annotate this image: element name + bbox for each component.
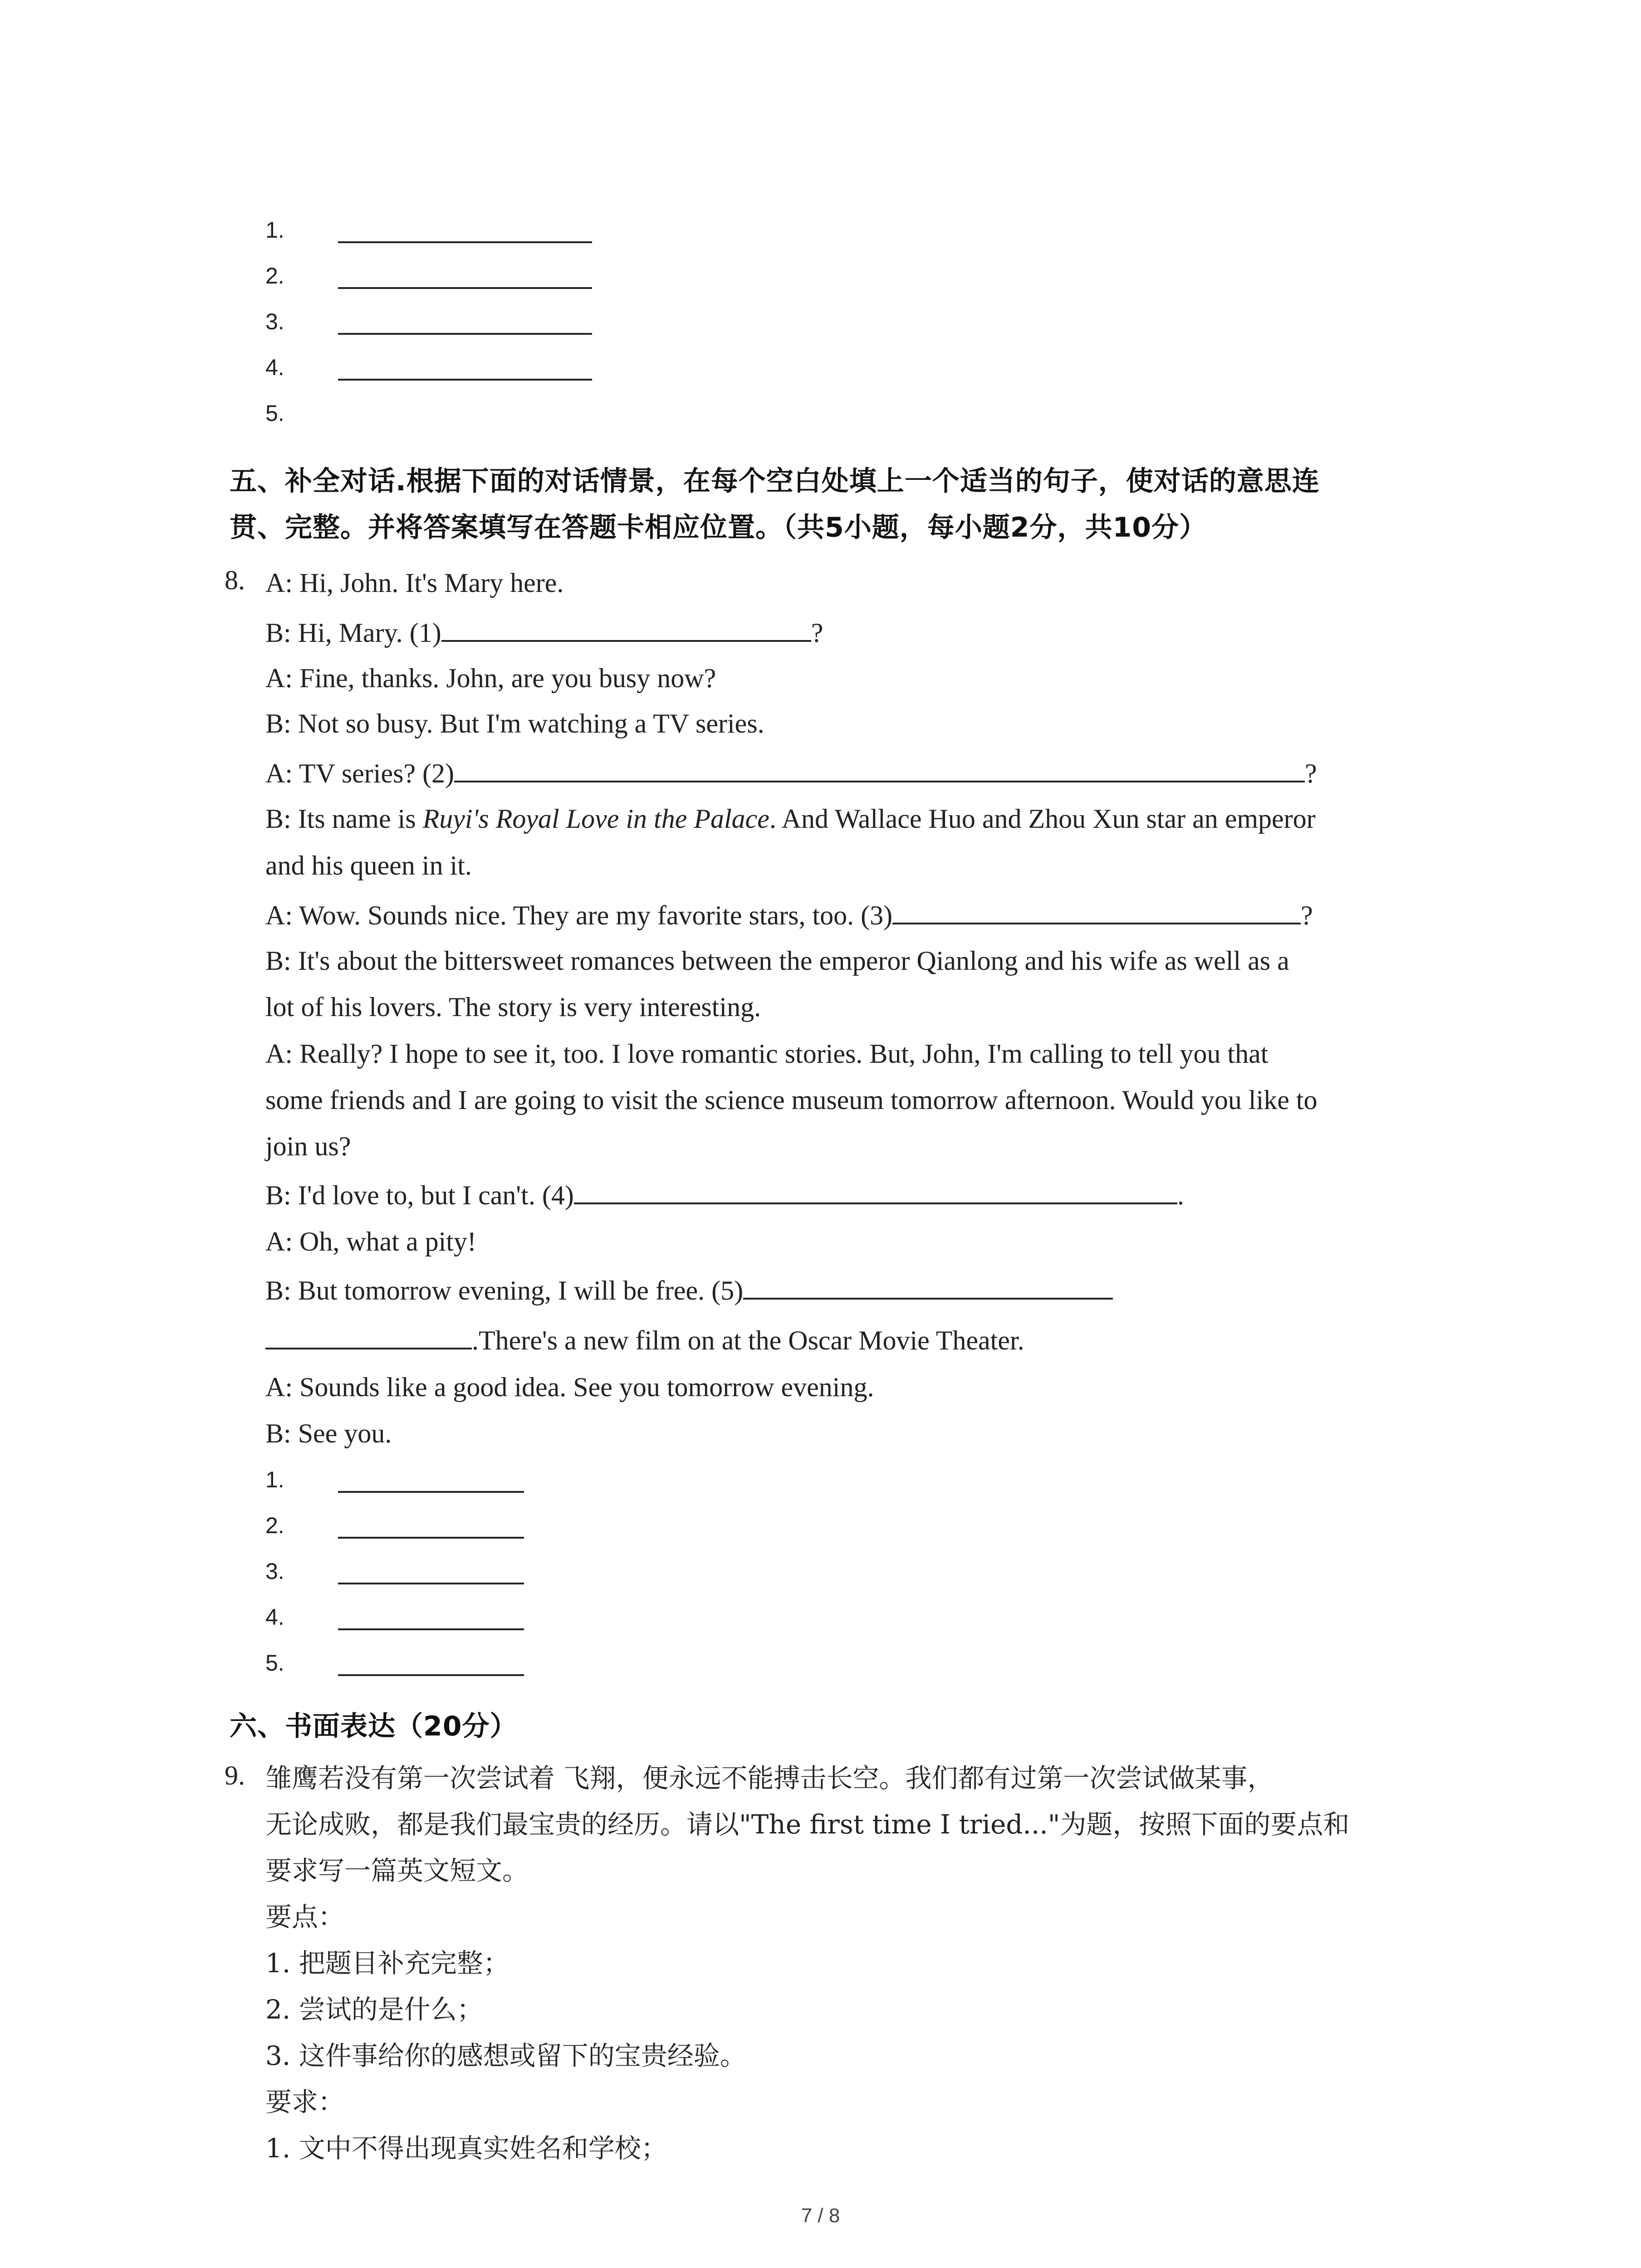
- blank-1[interactable]: [441, 615, 811, 642]
- dialogue-line: some friends and I are going to visit the science museum tomorrow afternoon. Would you like to: [265, 1085, 1318, 1115]
- dialogue-line: B: Not so busy. But I'm watching a TV series.: [265, 709, 764, 738]
- prompt-line: 无论成败，都是我们最宝贵的经历。请以"The first time I tried..."为题，按照下面的要点和: [265, 1809, 1350, 1840]
- dialogue-line: .There's a new film on at the Oscar Movie Theater.: [265, 1322, 1490, 1359]
- dialogue-line: and his queen in it.: [265, 850, 472, 880]
- points-label: 要点：: [265, 1901, 345, 1932]
- section-title-line: 贯、完整。并将答案填写在答题卡相应位置。（共5小题，每小题2分，共10分）: [230, 512, 1207, 543]
- answer-blank[interactable]: [338, 241, 592, 243]
- requirements-label: 要求：: [265, 2087, 345, 2117]
- answer-blank[interactable]: [338, 1491, 524, 1493]
- question-number: 8.: [225, 565, 245, 595]
- answer-number: 4.: [265, 1604, 284, 1630]
- dialogue-line: A: Oh, what a pity!: [265, 1227, 476, 1256]
- answer-row: [265, 213, 628, 259]
- answer-row: [265, 396, 628, 442]
- dialogue-line: B: It's about the bittersweet romances between the emperor Qianlong and his wife as well as a: [265, 946, 1289, 976]
- dialogue-line: B: See you.: [265, 1418, 392, 1448]
- blank-3[interactable]: [892, 897, 1301, 924]
- answer-number: 1.: [265, 1467, 284, 1492]
- answer-blank[interactable]: [338, 333, 592, 335]
- answer-blank[interactable]: [338, 287, 592, 289]
- dialogue-line: B: Its name is Ruyi's Royal Love in the Palace. And Wallace Huo and Zhou Xun star an emperor: [265, 804, 1316, 834]
- answer-number: 5.: [265, 1650, 284, 1676]
- answer-number: 5.: [265, 401, 284, 426]
- dialogue-line: A: Fine, thanks. John, are you busy now?: [265, 663, 716, 693]
- prompt-line: 雏鹰若没有第一次尝试着 飞翔，便永远不能搏击长空。我们都有过第一次尝试做某事，: [265, 1763, 1274, 1794]
- prompt-line: 要求写一篇英文短文。: [265, 1855, 529, 1886]
- section-title-6: [230, 1703, 1500, 1750]
- blank-5[interactable]: [743, 1272, 1113, 1300]
- answer-number: 4.: [265, 355, 284, 380]
- section-title-line: 五、补全对话.根据下面的对话情景，在每个空白处填上一个适当的句子，使对话的意思连: [230, 465, 1320, 497]
- answer-number: 3.: [265, 1559, 284, 1584]
- section-title-5: [230, 458, 1500, 551]
- blank-2[interactable]: [454, 755, 1305, 782]
- tv-series-title: Ruyi's Royal Love in the Palace: [422, 804, 769, 834]
- answer-number: 3.: [265, 309, 284, 334]
- dialogue-line: B: Hi, Mary. (1) ?: [265, 615, 1490, 651]
- answer-blank[interactable]: [338, 1674, 524, 1676]
- page-number: 7 / 8: [801, 2204, 840, 2227]
- dialogue-line: A: Hi, John. It's Mary here.: [265, 568, 564, 598]
- dialogue-line: lot of his lovers. The story is very interesting.: [265, 992, 761, 1022]
- answer-row: [265, 1463, 628, 1508]
- dialogue-line: join us?: [265, 1131, 351, 1161]
- point-item: 2. 尝试的是什么；: [265, 1994, 483, 2025]
- answer-number: 1.: [265, 217, 284, 243]
- answer-row: [265, 1646, 628, 1691]
- answer-row: [265, 1600, 628, 1646]
- answer-number: 2.: [265, 263, 284, 288]
- dialogue-line: A: Really? I hope to see it, too. I love romantic stories. But, John, I'm calling to tell you that: [265, 1039, 1269, 1069]
- answer-row: [265, 305, 628, 350]
- dialogue-line: A: Wow. Sounds nice. They are my favorite stars, too. (3) ?: [265, 897, 1490, 934]
- answer-row: [265, 1554, 628, 1600]
- answer-blank[interactable]: [338, 379, 592, 381]
- answer-blank[interactable]: [338, 1583, 524, 1584]
- section-title-line: 六、书面表达（20分）: [230, 1711, 518, 1742]
- answer-row: [265, 259, 628, 304]
- blank-5-continued[interactable]: [265, 1322, 472, 1349]
- dialogue-line: B: I'd love to, but I can't. (4) .: [265, 1177, 1490, 1213]
- answer-blank[interactable]: [338, 1537, 524, 1539]
- answer-blank[interactable]: [338, 1628, 524, 1630]
- answer-number: 2.: [265, 1513, 284, 1538]
- point-item: 3. 这件事给你的感想或留下的宝贵经验。: [265, 2040, 746, 2071]
- dialogue-line: B: But tomorrow evening, I will be free. (5): [265, 1272, 1490, 1309]
- dialogue-line: A: TV series? (2) ?: [265, 755, 1490, 792]
- answer-row: [265, 1509, 628, 1554]
- requirement-item: 1. 文中不得出现真实姓名和学校；: [265, 2133, 667, 2164]
- question-number: 9.: [225, 1760, 245, 1790]
- point-item: 1. 把题目补充完整；: [265, 1948, 509, 1979]
- blank-4[interactable]: [574, 1177, 1177, 1204]
- answer-row: [265, 351, 628, 396]
- dialogue-line: A: Sounds like a good idea. See you tomorrow evening.: [265, 1372, 874, 1402]
